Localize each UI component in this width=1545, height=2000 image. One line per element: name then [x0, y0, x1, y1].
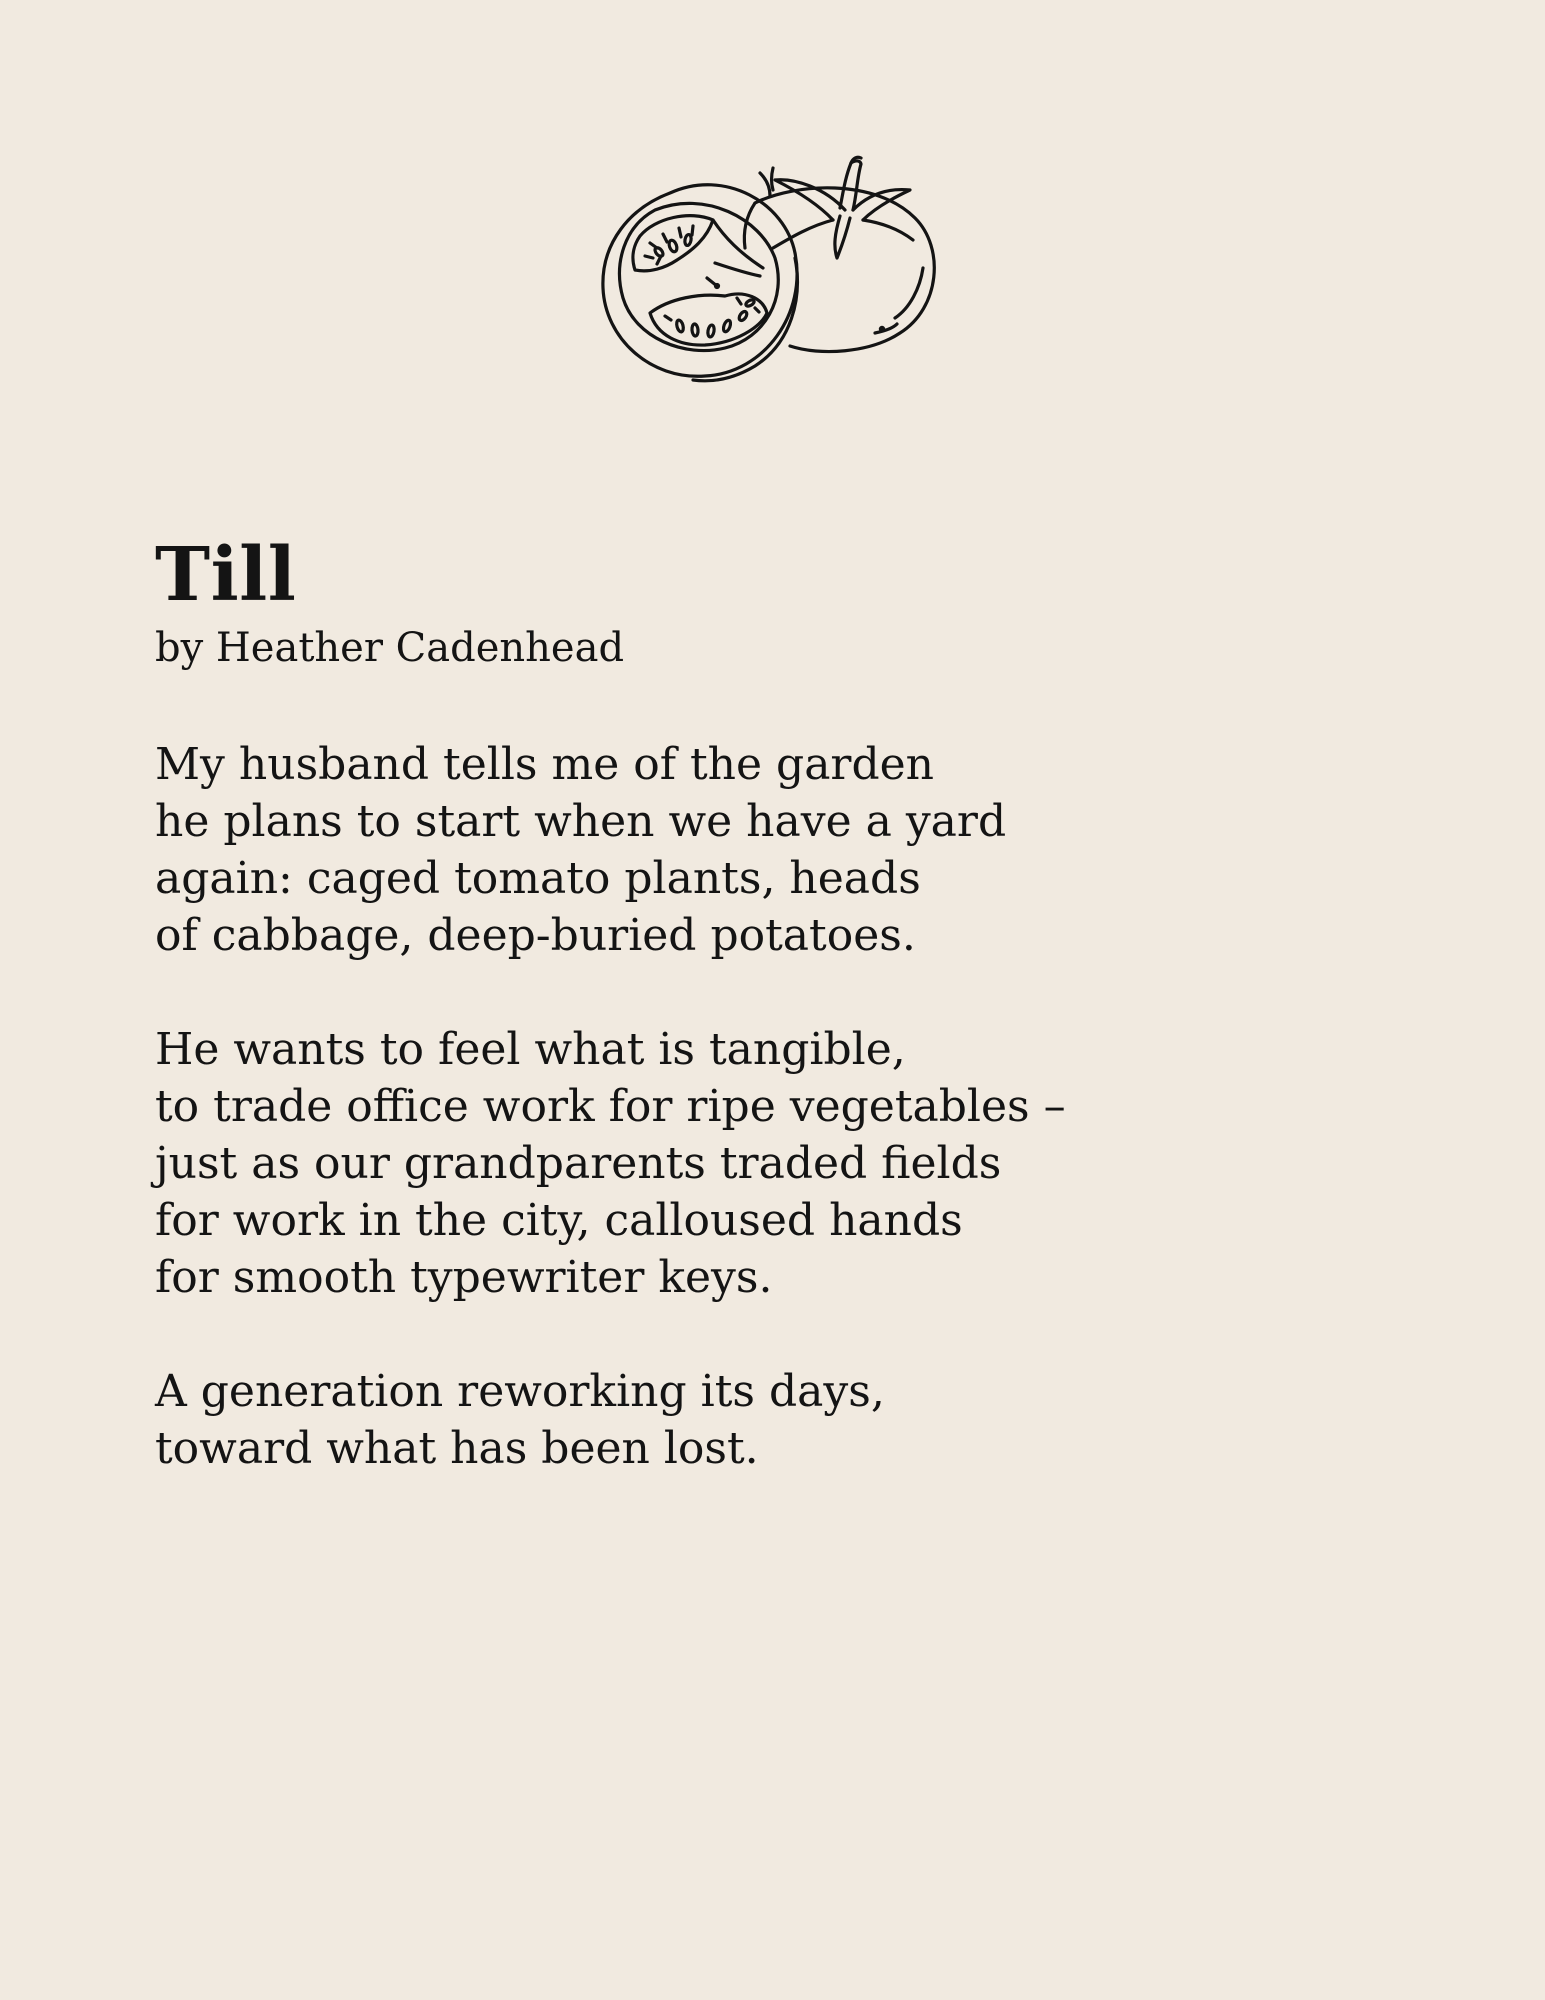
poem-line: for smooth typewriter keys.: [155, 1252, 773, 1303]
poem-line: again: caged tomato plants, heads: [155, 853, 921, 904]
stanza-1: [155, 736, 1405, 964]
poem-line: He wants to feel what is tangible,: [155, 1024, 906, 1075]
stanza-3: [155, 1363, 1405, 1477]
poem-line: just as our grandparents traded fields: [155, 1138, 1002, 1189]
poem-body: [155, 736, 1405, 1477]
poem-line: he plans to start when we have a yard: [155, 796, 1007, 847]
poem-title: Till: [155, 532, 297, 618]
poem-line: for work in the city, calloused hands: [155, 1195, 963, 1246]
poem: [155, 530, 1405, 1534]
poem-line: to trade office work for ripe vegetables –: [155, 1081, 1066, 1132]
poem-line: My husband tells me of the garden: [155, 739, 935, 790]
poem-line: A generation reworking its days,: [155, 1366, 885, 1417]
poem-line: toward what has been lost.: [155, 1423, 759, 1474]
stanza-2: [155, 1021, 1405, 1306]
poem-byline: by Heather Cadenhead: [155, 625, 625, 671]
tomato-illustration-icon: [595, 148, 955, 428]
poem-line: of cabbage, deep-buried potatoes.: [155, 910, 916, 961]
